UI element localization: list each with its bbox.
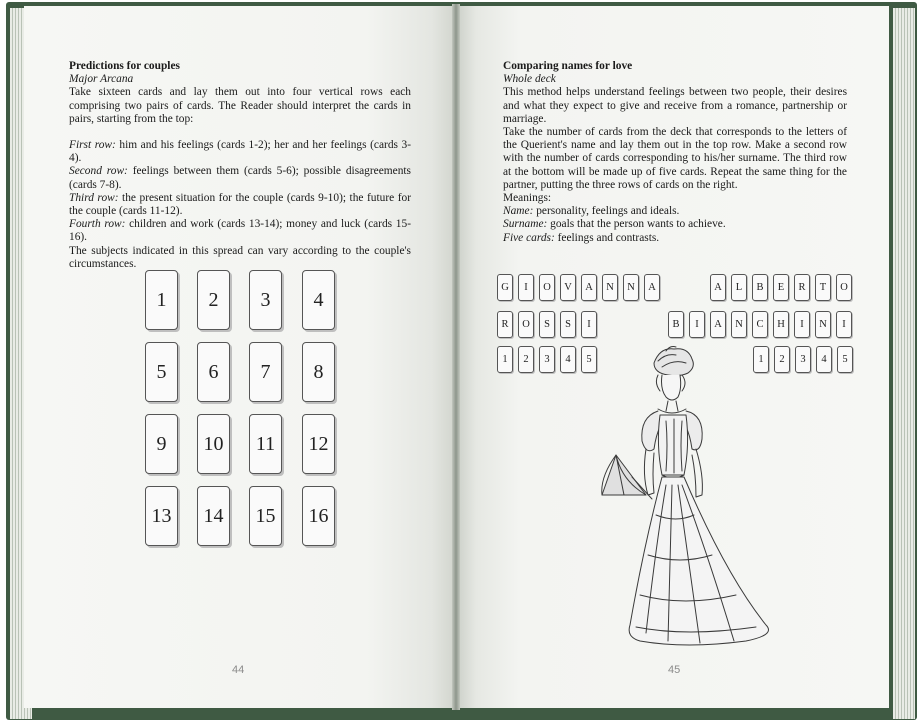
querient-five-card: 3: [539, 346, 555, 373]
querient-five-card: 1: [497, 346, 513, 373]
querient-five-card: 4: [560, 346, 576, 373]
card-14: 14: [197, 486, 230, 546]
querient-name-card: V: [560, 274, 576, 301]
left-subtitle: Major Arcana: [69, 73, 134, 86]
card-6: 6: [197, 342, 230, 402]
right-subtitle: Whole deck: [503, 73, 556, 86]
meaning-surname: Surname: goals that the person wants to achieve.: [503, 218, 726, 231]
card-2: 2: [197, 270, 230, 330]
card-12: 12: [302, 414, 335, 474]
partner-five-card: 2: [774, 346, 790, 373]
querient-surname-card: I: [581, 311, 597, 338]
right-page-text: [503, 60, 847, 245]
left-title: Predictions for couples: [69, 60, 180, 72]
partner-name-card: L: [731, 274, 747, 301]
right-paragraph-2: Take the number of cards from the deck that corresponds to the letters of the Querient's name and lay them out in the top row. Make a second row with the number of cards corresponding to his/her surname. The third row at the bottom will be made up of five cards. Repeat the same thing for the partner, putting the three rows of cards on the right.: [503, 126, 847, 191]
querient-surname-card: O: [518, 311, 534, 338]
meanings-heading: Meanings:: [503, 192, 552, 205]
querient-name-card: A: [581, 274, 597, 301]
card-10: 10: [197, 414, 230, 474]
partner-name-card: E: [773, 274, 789, 301]
book-gutter: [452, 4, 460, 710]
row-description-2: Second row: feelings between them (cards 5-6); possible disagreements (cards 7-8).: [69, 165, 411, 191]
left-intro: Take sixteen cards and lay them out into four vertical rows each comprising two pairs of cards. The Reader should interpret the cards in pairs, starting from the top:: [69, 86, 411, 125]
partner-surname-card: I: [794, 311, 810, 338]
partner-name-card: R: [794, 274, 810, 301]
partner-surname-card: N: [815, 311, 831, 338]
querient-five-card: 2: [518, 346, 534, 373]
partner-name-card: A: [710, 274, 726, 301]
page-number-left: 44: [232, 664, 245, 676]
partner-surname-card: A: [710, 311, 726, 338]
card-11: 11: [249, 414, 282, 474]
querient-five-card: 5: [581, 346, 597, 373]
querient-name-card: N: [623, 274, 639, 301]
querient-name-card: G: [497, 274, 513, 301]
querient-surname-card: R: [497, 311, 513, 338]
right-title: Comparing names for love: [503, 60, 633, 72]
partner-surname-card: C: [752, 311, 768, 338]
card-13: 13: [145, 486, 178, 546]
partner-name-card: B: [752, 274, 768, 301]
partner-surname-card: I: [689, 311, 705, 338]
partner-name-card: T: [815, 274, 831, 301]
partner-five-card: 3: [795, 346, 811, 373]
partner-name-card: O: [836, 274, 852, 301]
querient-name-card: A: [644, 274, 660, 301]
card-5: 5: [145, 342, 178, 402]
querient-name-card: O: [539, 274, 555, 301]
partner-five-card: 5: [837, 346, 853, 373]
card-16: 16: [302, 486, 335, 546]
right-paragraph-1: This method helps understand feelings between two people, their desires and what they expect to give and receive from a romance, partnership or marriage.: [503, 86, 847, 125]
card-9: 9: [145, 414, 178, 474]
card-4: 4: [302, 270, 335, 330]
row-description-3: Third row: the present situation for the couple (cards 9-10); the future for the couple (cards 11-12).: [69, 191, 412, 218]
partner-surname-card: I: [836, 311, 852, 338]
card-7: 7: [249, 342, 282, 402]
left-closing: The subjects indicated in this spread can vary according to the couple's circumstances.: [69, 244, 411, 270]
querient-surname-card: S: [539, 311, 555, 338]
page-number-right: 45: [668, 664, 681, 676]
card-1: 1: [145, 270, 178, 330]
meaning-five-cards: Five cards: feelings and contrasts.: [503, 231, 660, 244]
querient-name-card: N: [602, 274, 618, 301]
left-page-text: [69, 60, 411, 271]
row-description-1: First row: him and his feelings (cards 1-2); her and her feelings (cards 3-4).: [69, 139, 412, 165]
partner-surname-card: N: [731, 311, 747, 338]
card-15: 15: [249, 486, 282, 546]
card-8: 8: [302, 342, 335, 402]
partner-five-card: 4: [816, 346, 832, 373]
partner-surname-card: H: [773, 311, 789, 338]
victorian-woman-illustration: [596, 345, 778, 650]
card-3: 3: [249, 270, 282, 330]
querient-surname-card: S: [560, 311, 576, 338]
right-page-edges: [893, 8, 915, 719]
partner-five-card: 1: [753, 346, 769, 373]
querient-name-card: I: [518, 274, 534, 301]
partner-surname-card: B: [668, 311, 684, 338]
row-description-4: Fourth row: children and work (cards 13-14); money and luck (cards 15-16).: [69, 218, 411, 244]
meaning-name: Name: personality, feelings and ideals.: [503, 205, 680, 218]
